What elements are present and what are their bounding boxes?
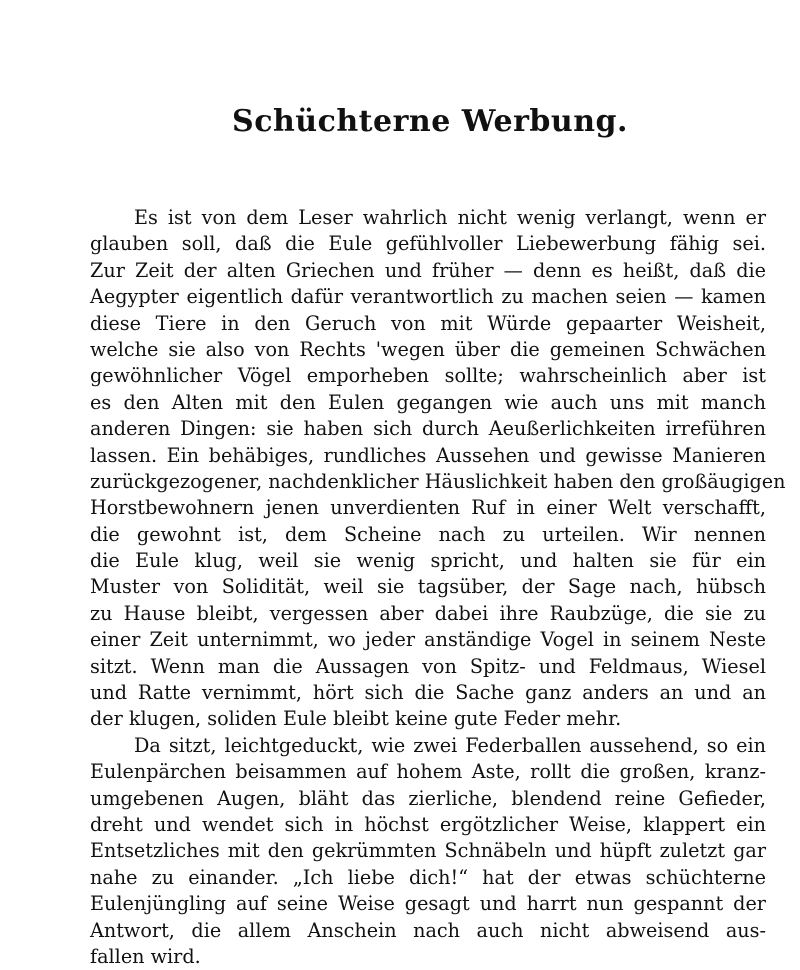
text-line: die Eule klug, weil sie wenig spricht, und halten sie für ein bbox=[90, 549, 766, 573]
text-line: und Ratte vernimmt, hört sich die Sache ganz anders an und an bbox=[90, 681, 766, 705]
paragraph bbox=[90, 733, 766, 970]
text-line: Eulenjüngling auf seine Weise gesagt und harrt nun gespannt der bbox=[90, 892, 766, 916]
text-line: Es ist von dem Leser wahrlich nicht wenig verlangt, wenn er bbox=[134, 206, 766, 229]
text-line: lassen. Ein behäbiges, rundliches Aussehen und gewisse Manieren bbox=[90, 443, 766, 467]
text-line: gewöhnlicher Vögel emporheben sollte; wahrscheinlich aber ist bbox=[90, 364, 766, 388]
text-line: die gewohnt ist, dem Scheine nach zu urteilen. Wir nennen bbox=[90, 522, 766, 546]
text-line: dreht und wendet sich in höchst ergötzlicher Weise, klappert ein bbox=[90, 812, 766, 836]
text-line: welche sie also von Rechts 'wegen über die gemeinen Schwächen bbox=[90, 337, 766, 361]
text-line: Eulenpärchen beisammen auf hohem Aste, rollt die großen, kranz- bbox=[90, 760, 766, 784]
text-line: diese Tiere in den Geruch von mit Würde gepaarter Weisheit, bbox=[90, 311, 766, 335]
text-line: Aegypter eigentlich dafür verantwortlich zu machen seien — kamen bbox=[90, 285, 766, 309]
text-line: Da sitzt, leichtgeduckt, wie zwei Federballen aussehend, so ein bbox=[134, 733, 766, 757]
paragraph bbox=[90, 205, 786, 733]
text-line: Zur Zeit der alten Griechen und früher — denn es heißt, daß die bbox=[90, 258, 766, 282]
text-line: fallen wird. bbox=[90, 944, 201, 968]
body-text bbox=[90, 205, 786, 970]
text-line: Entsetzliches mit den gekrümmten Schnäbeln und hüpft zuletzt gar bbox=[90, 839, 766, 863]
text-line: sitzt. Wenn man die Aussagen von Spitz- und Feldmaus, Wiesel bbox=[90, 654, 766, 678]
chapter-title: Schüchterne Werbung. bbox=[232, 104, 628, 139]
text-line: einer Zeit unternimmt, wo jeder anständige Vogel in seinem Neste bbox=[90, 628, 766, 652]
text-line: zurückgezogener, nachdenklicher Häuslichkeit haben den großäugigen bbox=[90, 469, 786, 493]
text-line: zu Hause bleibt, vergessen aber dabei ihre Raubzüge, die sie zu bbox=[90, 601, 766, 625]
text-line: glauben soll, daß die Eule gefühlvoller Liebewerbung fähig sei. bbox=[90, 232, 766, 256]
text-line: Muster von Solidität, weil sie tagsüber, der Sage nach, hübsch bbox=[90, 575, 766, 599]
text-line: es den Alten mit den Eulen gegangen wie auch uns mit manch bbox=[90, 390, 766, 414]
text-line: der klugen, soliden Eule bleibt keine gute Feder mehr. bbox=[90, 707, 622, 731]
text-line: nahe zu einander. „Ich liebe dich!“ hat der etwas schüchterne bbox=[90, 865, 766, 889]
text-line: anderen Dingen: sie haben sich durch Aeußerlichkeiten irreführen bbox=[90, 417, 766, 441]
text-line: Antwort, die allem Anschein nach auch nicht abweisend aus- bbox=[90, 918, 766, 942]
text-line: Horstbewohnern jenen unverdienten Ruf in einer Welt verschafft, bbox=[90, 496, 766, 520]
text-line: umgebenen Augen, bläht das zierliche, blendend reine Gefieder, bbox=[90, 786, 766, 810]
